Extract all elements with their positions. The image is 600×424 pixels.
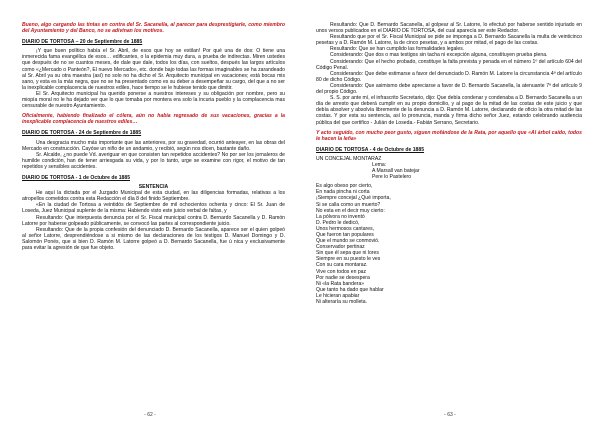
page-number-right: - 63 - (444, 412, 456, 418)
poem-line: Si se calla como un muerto? (316, 201, 381, 208)
poem-line: Que tanto ha dado que hablar (316, 286, 384, 293)
paragraph: Resultando: Que de la propia confesión del denunciado D. Bernardo Sacanella, aparece ser el quien golpeó al señor Latorre, desprendiéndose a si mismo de las declaraciones de los testigos D. Manuel Domingo y D. Salomón Ponés, que si bien D. Ramón M. Latorre golpeó a D. Bernardo Sacanella, fue ú nica y exclusivamente para evitar la agresión de que fue objeto. (22, 226, 285, 251)
poem-dedication: Pere lo Pastelero (372, 174, 412, 181)
poem-line: Vive con todos en paz (316, 268, 367, 275)
poem-verses (316, 183, 582, 305)
poem-line: D. Pedro le dedicó, (316, 219, 360, 226)
left-column (22, 22, 285, 251)
right-column (316, 22, 582, 305)
poem-line: Es algo obeso por cierto, (316, 183, 373, 190)
paragraph: Considerando: Que debe estimarse a favor del denunciado D. Ramón M. Latorre la circunstancia 4ª del artículo 80 de dicho Código. (316, 70, 582, 83)
paragraph: Resultando que por el Sr. Fiscal Municipal se pide se imponga a D. Bernardo Sacanella la multa de veinticinco pesetas y a D. Ramón M. Latorre, la de cinco pesetas, y a ambos por mitad, el pago de las costas. (316, 34, 582, 47)
paragraph: Considerando: Que el hecho probado, constituye la falta prevista y penada en el número 1º del artículo 604 del Código Penal. (316, 58, 582, 71)
paragraph: Resultando: Que D. Bernardo Sacanella, al golpear al Sr. Latorre, lo efectuó por haberse sentido injuriado en unos versos publicados en el DIARIO DE TORTOSA, del cual aparecía ser este Redactor. (316, 22, 582, 35)
poem-line: Con su cara montaraz. (316, 262, 368, 269)
poem-line: Que el mundo se conmovió. (316, 238, 380, 245)
paragraph: Resultando: Que interpuesta denuncia por el Sr. Fiscal municipal contra D. Bernardo Sacanella y D. Ramón Latorre por haberse golpeado públicamente, se convocó las partes al correspondiente juicio. (22, 214, 285, 227)
poem-line: Ni «la Rata bandera» (316, 280, 365, 287)
paragraph: ¡Y que buen político había el Sr. Abril, de esos que hoy se estilan! Por qué una de dos: O tiene una inmerecida fama evangélica de esos… edificantes, o la epidemia muy dura, a prueba de indirectas. Miren ustedes que después de no se cuantos meses, de dale que dale, todos los días, con sueltos, después las largos artículos como «¿Mercado o Panteón?, El nuevo Mercado», etc. donde bajo todas las formas imaginables se ha zarandeado al Sr. Abril ya su otra maestra (así) no solo no ha dicho el Sr. Arquitecto municipal en vacaciones; está bocas mis sano, y esta es la más negra, que no se ha presentado como es su deber a desempeñar su cargo, del que a no ser la inexplicable complacencia de nuestros ediles, hace tiempo se le hubiese tenido que dimitir. (22, 48, 285, 91)
poem-line: La pólvora no inventó (316, 213, 365, 220)
poem-line: Ni alteraría su molleta. (316, 299, 367, 306)
paragraph: Considerando: Que dos o mas testigos sin tacha ni excepción alguna, constituyen prueba plena. (330, 52, 548, 59)
heading-sept-20: DIARIO DE TORTOSA – 20 de Septiembre de 1885 (22, 39, 143, 46)
heading-oct-1: DIARIO DE TORTOSA - 1 de Octubre de 1885 (22, 174, 131, 181)
commentary: Y acto seguido, con mucho peor gusto, siguen mofándose de la Rata, por aquello que «Al árbol caído, todos le hacen la leña» (316, 129, 582, 142)
poem-line: Siempre en su puesto le ves (316, 256, 381, 263)
sentencia-title: SENTENCIA (138, 184, 169, 191)
poem-line: Sin que él sepa que ni lores (316, 250, 379, 257)
paragraph: Considerando: Que asimismo debe apreciarse a favor de D. Bernardo Sacanella, la atenuante 7ª del artículo 9 del propio Código. (316, 82, 582, 96)
poem-line: En nada pincha ni corta (316, 189, 370, 196)
heading-sept-24: DIARIO DE TORTOSA - 24 de Septiembre de 1885 (22, 130, 142, 137)
paragraph: Resultando: Que se han cumplido las formalidades legales. (330, 46, 465, 53)
paragraph: S. S. por ante mí, el infrascrito Secretario, dijo: Que debía condenar y condenaba a D. Bernardo Sacanella a un día de arresto que deberá cumplir en su propio domicilio, y al pago de la mitad de las costas de este juicio y que debía absolver y absolvía libremente de la denuncia a D. Ramón M. Latorre, declarando de oficio la otra mitad de las costas. Y por esta su sentencia, así lo pronuncia, manda y firma dicho señor Juez, estando celebrando audiencia pública del que certifico - Julián de Loseda.- Fabián Serrano, Secretario. (316, 95, 583, 126)
poem-dedication: Lema: (372, 161, 387, 168)
poem-line: No esta en el decir muy cierto: (316, 207, 385, 214)
poem-line: Que fueron tan populares (316, 232, 374, 238)
poem-line: ¡Siempre concejal ¿Qué importa, (316, 195, 391, 202)
heading-oct-4: DIARIO DE TORTOSA - 4 de Octubre de 1885 (316, 146, 425, 153)
poem-line: Le hicieran apabiar (316, 292, 360, 299)
poem-line: Por nadie se desespera (316, 274, 370, 281)
paragraph: Una desgracia mucho más importante que las anteriores, por su gravedad, ocurrió anteayer, en las obras del Mercado en construcción. Cayóse un niño de un andamio, y recibió, según nos dicen, bastante daño. (22, 139, 285, 152)
paragraph: He aquí la dictada por el Juzgado Municipal de esta ciudad, en las diligencias formadas, relativas a los atropellos cometidos contra esta Redacción el día 8 del finido Septiembre. (22, 190, 285, 203)
poem-title: UN CONCEJAL MONTARAZ (316, 155, 382, 162)
paragraph: Sr. Alcalde, ¿no puede Vd. averiguar en que consisten tan repetidos accidentes? No por ser los jornaleros de humilde condición, han de tener arriesgada su vida, y por lo tanto, urge se examine con rigor, el motivo de tan repetidos y sensibles accidentes. (22, 151, 285, 170)
poem-line: Unos hermosos cantares, (316, 225, 375, 232)
right-page (300, 0, 600, 424)
commentary: Oficialmente, habiendo finalizado el cólera, aún no había regresado de sus vacaciones, gracias a la inexplicable complacencia de nuestros ediles… (22, 113, 285, 126)
paragraph: «En la ciudad de Tortosa a veintidós de Septiembre de mil ochocientos ochenta y cinco: El Sr. Juan de Loseda, Juez Municipal suplente de la misma: Habiendo visto este juicio verbal de faltas, y (22, 202, 285, 215)
paragraph: El Sr. Arquitecto municipal ha querido ponerse a nuestros intereses y su obligación por nombre, pero su miopía moral no le ha dejado ver que lo que tomaba por montera era solo la incuria pueblo y la complacencia mas censurable de nuestro Ayuntamiento. (22, 90, 285, 110)
intro-commentary: Bueno, algo cargando las tintas en contra del Sr. Sacanella, al parecer para desprestigiarle, como miembro del Ayuntamiento y del Banco, no se adivinan los motivos. (22, 22, 285, 35)
poem-dedication: A Marsall van batejar (372, 168, 420, 175)
poem-line: Conservador pertinaz (316, 244, 365, 251)
page-number-left: - 62 - (144, 412, 156, 418)
